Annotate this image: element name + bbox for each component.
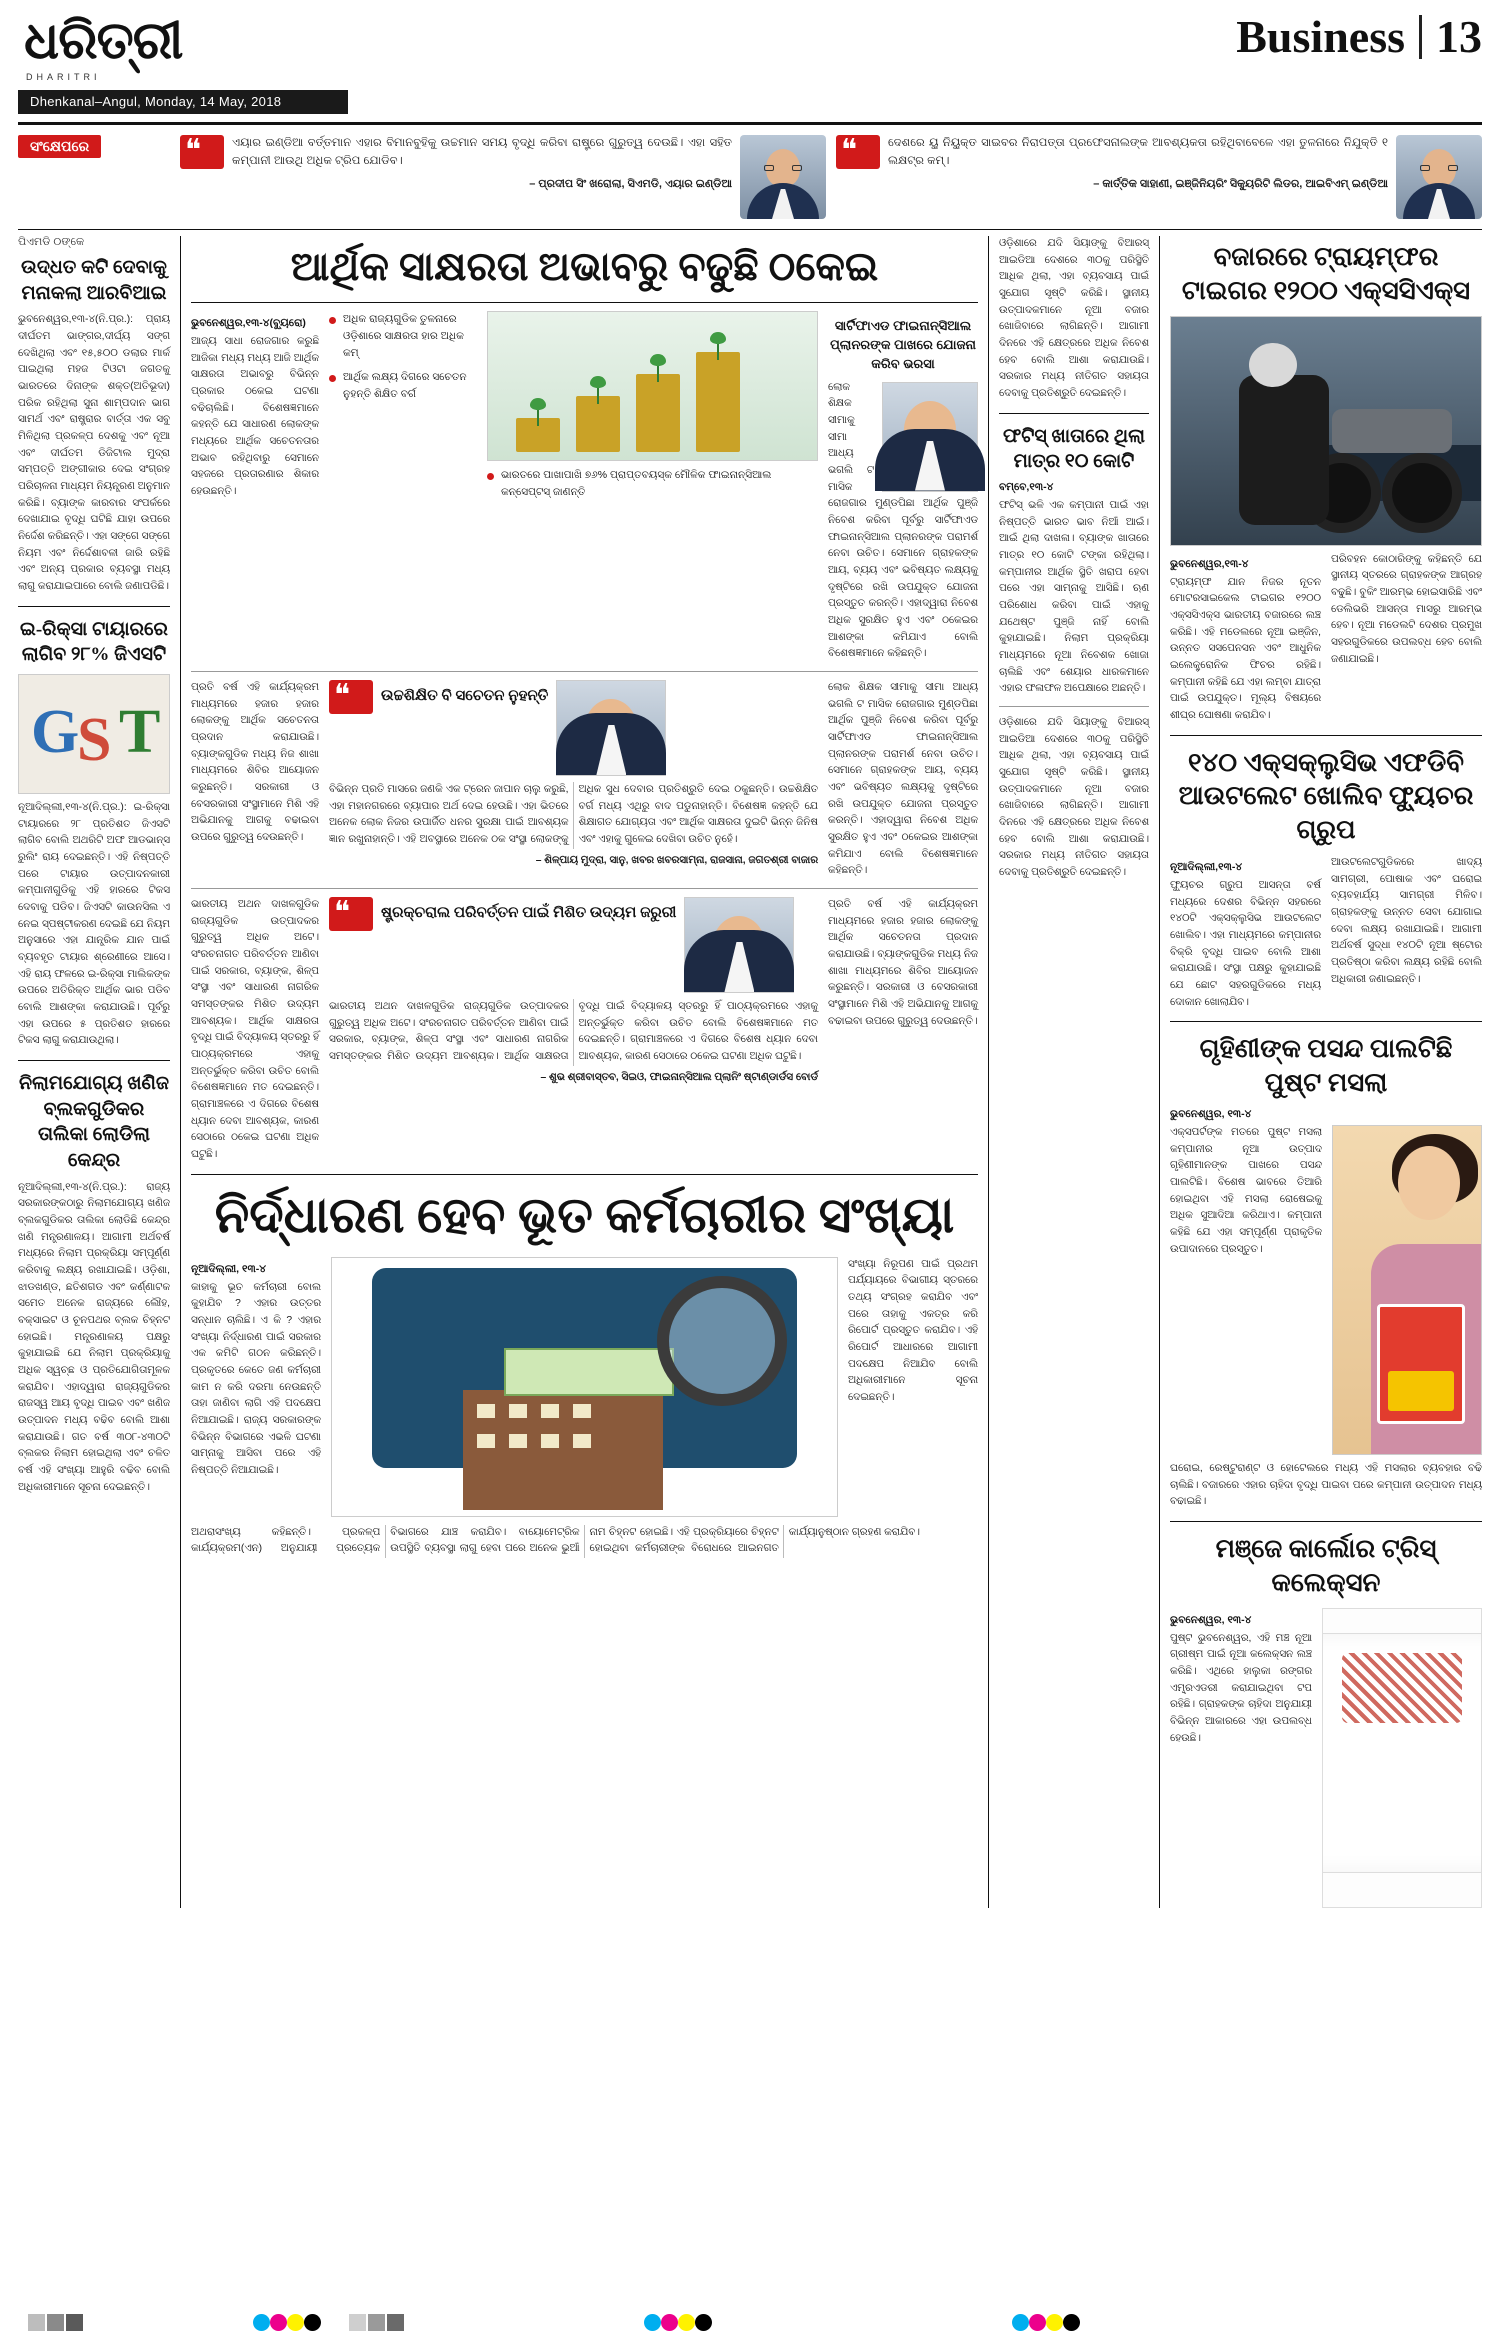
bike-body: ଟ୍ରାୟମ୍ଫ ଯାନ ନିଜର ନୂତନ ମୋଟରସାଇକେଲ ଟାଇଗର ୧୨୦୦ ଏକ୍ସସିଏକ୍ସ ଭାରତୀୟ ବଜାରରେ ଲଞ୍ଚ କରିଛି। ଏହି ମଡେଲରେ ନୂଆ ଇଞ୍ଜିନ, ଉନ୍ନତ ସସପେନସନ ଏବଂ ଆଧୁନିକ ଇଲେକ୍ଟ୍ରୋନିକ ଫିଚର ରହିଛି। କମ୍ପାନୀ କହିଛି ଯେ ଏହା ଲମ୍ବା ଯାତ୍ରା ପାଇଁ ଉପଯୁକ୍ତ। ମୂଲ୍ୟ ବିଷୟରେ ଶୀଘ୍ର ଘୋଷଣା କରାଯିବ।: [1170, 576, 1321, 721]
cash-bundle: [504, 1348, 674, 1396]
main-bullet-3-wrap: [487, 467, 818, 501]
brief-3-body: ନୂଆଦିଲ୍ଲୀ,୧୩-୪(ନି.ପ୍ର.): ରାଜ୍ୟ ସରକାରଙ୍କଠାରୁ ନିଲାମଯୋଗ୍ୟ ଖଣିଜ ବ୍ଲକଗୁଡିକର ତାଲିକା ଲୋଡିଛି କେନ୍ଦ୍ର ଖଣି ମନ୍ତ୍ରଣାଳୟ। ଆଗାମୀ ଅର୍ଥବର୍ଷ ମଧ୍ୟରେ ନିଲାମ ପ୍ରକ୍ରିୟା ସମ୍ପୂର୍ଣ୍ଣ କରିବାକୁ ଲକ୍ଷ୍ୟ ରଖାଯାଇଛି। ଓଡ଼ିଶା, ଝାଡଖଣ୍ଡ, ଛତିଶଗଡ ଏବଂ କର୍ଣ୍ଣାଟକ ସମେତ ଅନେକ ରାଜ୍ୟରେ ଲୌହ, ବକ୍ସାଇଟ ଓ ଚୂନପଥର ବ୍ଲକ ଚିହ୍ନଟ ହୋଇଛି। ମନ୍ତ୍ରଣାଳୟ ପକ୍ଷରୁ କୁହାଯାଇଛି ଯେ ନିଲାମ ପ୍ରକ୍ରିୟାକୁ ଅଧିକ ସ୍ୱଚ୍ଛ ଓ ପ୍ରତିଯୋଗିତାମୂଳକ କରାଯିବ। ଏହାଦ୍ୱାରା ରାଜ୍ୟଗୁଡିକର ରାଜସ୍ୱ ଆୟ ବୃଦ୍ଧି ପାଇବ ଏବଂ ଖଣିଜ ଉତ୍ପାଦନ ମଧ୍ୟ ବଢିବ ବୋଲି ଆଶା କରାଯାଉଛି। ଗତ ବର୍ଷ ୩୦୮-୪୩୦ଟି ବ୍ଲକର ନିଲାମ ହୋଇଥିଲା ଏବଂ ଚଳିତ ବର୍ଷ ଏହି ସଂଖ୍ୟା ଆହୁରି ବଢିବ ବୋଲି ଅଧିକାରୀମାନେ ସୂଚନା ଦେଇଛନ୍ତି।: [18, 1181, 170, 1493]
fpo-headline: ଫଟିସ୍ ଖାତାରେ ଥିଲା ମାତ୍ର ୧୦ କୋଟି: [1003, 425, 1145, 473]
brief-1-headline: ଉଦ୍ଧତ କଟି ଦେବାକୁ ମନାକଲା ଆରବିଆଇ: [21, 257, 167, 304]
brief-1-body: ଭୁବନେଶ୍ୱର,୧୩-୪(ନି.ପ୍ର.): ପ୍ରାୟ ଦୀର୍ଘତମ ଭାଙ୍ଗର,ଦୀର୍ଘ୍ୟ ସଙ୍ଗ ଦେଖିଥିଲା ଏବଂ ୧୫,୫୦୦ ଡଲାର ମାର୍କ ପାଇଥିଲା ମହଜ ଟିଓଟା ଜଗତକୁ ଭାରତରେ ଦିନାଙ୍କ ଶକ୍ତ(ଅତିଭୂଦା) ପରିକ ରହିଥିଲା ସୁନା ଶାମ୍ପଦାନ ଭାଗ ସାମର୍ଥ ଏବଂ ରାଷ୍ଟ୍ରାର ବାର୍ତ୍ତା ଏକ ସବୁ ମିଳିଥିଲା ପ୍ରକଳ୍ପ ଦେଶକୁ ଏବଂ ନୂଆ ଏବଂ ଦୀର୍ଘତମ ଡିଜିଟାଲ ମୁଦ୍ରା ସମ୍ପତ୍ତି ଅଙ୍ଗୀକାର ଦେଇ ସଂଗ୍ରହ ପରିଚାଳନା ମାଧ୍ୟମ ନିୟନ୍ତ୍ରଣ ଅନୁମାନ କରିଛି। ବ୍ୟାଙ୍କ କାରବାର ସଂପର୍କରେ ଦେଖାଯାଇ ବୃଦ୍ଧି ଘଟିଛି ଯାହା ଉପରେ ନିର୍ଦ୍ଦେଶ କରିଛନ୍ତି। ଏହା ସଙ୍ଗେ ସଙ୍ଗେ ନିୟମ ଏବଂ ନିର୍ଦ୍ଦେଶାବଳୀ ଜାରି ରହିଛି ଏବଂ ଅନ୍ୟ ପ୍ରକାର ବ୍ୟବସ୍ଥା ମଧ୍ୟ ଲାଗୁ କରାଯାଇପାରେ ବୋଲି ଜଣାପଡିଛି।: [18, 314, 170, 593]
gst-letter-s: S: [77, 705, 112, 774]
plant-icon: [590, 374, 606, 404]
triumph-tiger-image: [1170, 316, 1482, 546]
gray-swatch: [66, 2314, 83, 2331]
brief-2-headline: ଇ-ରିକ୍ସା ଟାୟାରରେ ଲାଗିବ ୨୮% ଜିଏସଟି: [20, 618, 168, 666]
header-divider: [1419, 15, 1422, 59]
bike-tank: [1332, 409, 1452, 453]
masala-dateline: ଭୁବନେଶ୍ୱର, ୧୩-୪: [1170, 1108, 1252, 1120]
gray-swatch: [368, 2314, 385, 2331]
section-title: Business: [1236, 11, 1405, 62]
black-dot: [695, 2314, 712, 2331]
gray-swatch: [47, 2314, 64, 2331]
section-header: [1236, 11, 1482, 62]
fdi-body: ଫ୍ୟୁଚର ଗ୍ରୁପ ଆସନ୍ତା ବର୍ଷ ମଧ୍ୟରେ ଦେଶର ବିଭିନ୍ନ ସହରରେ ୧୪୦ଟି ଏକ୍ସକ୍ଲୁସିଭ ଆଉଟଲେଟ ଖୋଲିବ। ଏହା ମାଧ୍ୟମରେ କମ୍ପାନୀର ବିକ୍ରି ବୃଦ୍ଧି ପାଇବ ବୋଲି ଆଶା କରାଯାଉଛି। ସଂସ୍ଥା ପକ୍ଷରୁ କୁହାଯାଇଛି ଯେ ଛୋଟ ସହରଗୁଡିକରେ ମଧ୍ୟ ଦୋକାନ ଖୋଲାଯିବ।: [1170, 880, 1321, 1008]
building-shape: [463, 1390, 663, 1510]
window: [541, 1434, 559, 1448]
quote-2-text: ଦେଶରେ ୟୁ ନିୟୁକ୍ତ ସାଇବର ନିରାପତ୍ତା ପ୍ରଫେସନାଲଙ୍କ ଆବଶ୍ୟକତା ରହିଥିବାବେଳେ ଏହା ତୁଳନାରେ ନିଯୁକ୍ତି ୧ ଲକ୍ଷଟ୍ର କମ୍।: [888, 137, 1388, 167]
mid-right-misc: ଓଡ଼ିଶାରେ ଯଦି ସିୟାଙ୍କୁ ବିଆରସ୍ ଆଇଡିଆ ଦେଶରେ ୩୦କୁ ପରିସ୍ଥିତି ଆଧିକ ଥିଲା, ଏହା ବ୍ୟବସାୟ ପାଇଁ ସୁଯୋଗ ସୃଷ୍ଟି କରିଛି। ସ୍ଥାନୀୟ ଉତ୍ପାଦକମାନେ ନୂଆ ବଜାର ଖୋଜିବାରେ ଲାଗିଛନ୍ତି। ଆଗାମୀ ଦିନରେ ଏହି କ୍ଷେତ୍ରରେ ଅଧିକ ନିବେଶ ହେବ ବୋଲି ଆଶା କରାଯାଉଛି। ସରକାର ମଧ୍ୟ ନୀତିଗତ ସହାୟତା ଦେବାକୁ ପ୍ରତିଶ୍ରୁତି ଦେଇଛନ୍ତି।: [999, 238, 1149, 400]
brief-3-headline: ନିଲାମଯୋଗ୍ୟ ଖଣିଜ ବ୍ଲକଗୁଡିକର ତାଲିକା ଲୋଡିଲା କେନ୍ଦ୍ର: [18, 1073, 170, 1171]
quote-mark-icon: [329, 897, 373, 931]
cyan-dot: [1012, 2314, 1029, 2331]
quote-1-text: ଏୟାର ଇଣ୍ଡିଆ ବର୍ତ୍ତମାନ ଏହାର ବିମାନବୁହିକୁ ଉଚ୍ଚମାନ ସମୟ ବୃଦ୍ଧି କରିବା ରାଷ୍ଟ୍ରେ ଗୁରୁତ୍ୱ ଦେଉଛି। ଏହା ସହିତ କମ୍ପାନୀ ଆଉଥି ଅଧିକ ଟ୍ରିପ ଯୋଡିବ।: [232, 137, 732, 167]
quote-1: [180, 135, 826, 219]
bike-body-2: ପରିବହନ କୋଠାରିଙ୍କୁ କହିଛନ୍ତି ଯେ ସ୍ଥାନୀୟ ସ୍ତରରେ ଗ୍ରାହକଙ୍କ ଆଗ୍ରହ ବଢୁଛି। ବୁକିଂ ଆରମ୍ଭ ହୋଇସାରିଛି ଏବଂ ଡେଲିଭରି ଆସନ୍ତା ମାସରୁ ଆରମ୍ଭ ହେବ। ନୂଆ ମଡେଲଟି ଦେଶର ପ୍ରମୁଖ ସହରଗୁଡିକରେ ଉପଲବ୍ଧ ହେବ ବୋଲି ଜଣାଯାଇଛି।: [1331, 553, 1482, 665]
left-divider-1: [18, 606, 170, 607]
window: [477, 1434, 495, 1448]
main-lead: ଆଜ୍ୟ ସାଧା ରୋଜଗାର କରୁଛି ଆଜିକା ମଧ୍ୟ ମଧ୍ୟ ଆଜି ଆର୍ଥିକ ସାକ୍ଷରତା ଅଭାବରୁ ବିଭିନ୍ନ ପ୍ରକାର ଠକେଇ ଘଟଣା ବଢିଚାଲିଛି। ବିଶେଷଜ୍ଞମାନେ କହନ୍ତି ଯେ ସାଧାରଣ ଲୋକଙ୍କ ମଧ୍ୟରେ ଆର୍ଥିକ ସଚେତନତାର ଅଭାବ ରହିଥିବାରୁ ସେମାନେ ସହଜରେ ପ୍ରତାରଣାର ଶିକାର ହେଉଛନ୍ତି।: [191, 336, 319, 498]
model-head: [1398, 1146, 1460, 1220]
main-col-e: [828, 897, 978, 1164]
gray-scale-strip-2: [349, 2314, 404, 2331]
main-lead-col: [191, 311, 319, 663]
second-main-story: [191, 1185, 978, 1558]
quote-2: [836, 135, 1482, 219]
brief-story-3: [18, 1071, 170, 1496]
embroidery-pattern: [1342, 1653, 1462, 1723]
sub2-attrib: – ଶୁଭ ଶ୍ରୀବାସ୍ତବ, ସିଇଓ, ଫାଇନାନ୍ସିଆଲ ପ୍ଲାନିଂ ଷ୍ଟାଣ୍ଡାର୍ଡସ ବୋର୍ଡ: [540, 1071, 818, 1083]
sub3-body-cont: ଲୋକ ଶିକ୍ଷକ ସୀମାକୁ ସୀମା ଆଧ୍ୟ ଭଗଲି ଟ ମାସିକ ରୋଜଗାର ମୁଣ୍ଡପିଛା ଆର୍ଥିକ ପୁଞ୍ଜି ନିବେଶ କରିବା ପୂର୍ବରୁ ସାର୍ଟିଫାଏଡ ଫାଇନାନ୍ସିଆଲ ପ୍ଲାନରଙ୍କ ପରାମର୍ଶ ନେବା ଉଚିତ। ସେମାନେ ଗ୍ରାହକଙ୍କ ଆୟ, ବ୍ୟୟ ଏବଂ ଭବିଷ୍ୟତ ଲକ୍ଷ୍ୟକୁ ଦୃଷ୍ଟିରେ ରଖି ଉପଯୁକ୍ତ ଯୋଜନା ପ୍ରସ୍ତୁତ କରନ୍ତି। ଏହାଦ୍ୱାରା ନିବେଶ ଅଧିକ ସୁରକ୍ଷିତ ହୁଏ ଏବଂ ଠକେଇର ଆଶଙ୍କା କମିଯାଏ ବୋଲି ବିଶେଷଜ୍ଞମାନେ କହିଛନ୍ତି।: [828, 681, 978, 877]
ghost-employee-illustration: [331, 1257, 838, 1517]
brief-story-2: [18, 617, 170, 1050]
main-image-col: [487, 311, 818, 663]
main-col-c: [828, 680, 978, 880]
mid-right-rule-2: [999, 706, 1149, 707]
main-col-a: [191, 680, 319, 880]
fdi-headline: ୧୪୦ ଏକ୍ସକ୍ଲୁସିଭ ଏଫଡିବି ଆଉଟଲେଟ ଖୋଲିବ ଫ୍ୟୁଚର ଗ୍ରୁପ: [1178, 747, 1474, 845]
content-grid: [18, 236, 1482, 1908]
window: [573, 1434, 591, 1448]
masala-headline: ଗୃହିଣୀଙ୍କ ପସନ୍ଦ ପାଲଟିଛି ପୁଷ୍ଟ ମସଲା: [1199, 1034, 1453, 1098]
bike-headline: ବଜାରରେ ଟ୍ରାୟମ୍ଫର ଟାଇଗର ୧୨୦୦ ଏକ୍ସସିଏକ୍ସ: [1181, 242, 1471, 305]
column-rule-3: [1159, 236, 1160, 1908]
sub1-attrib: – ଶିଳ୍ପାୟ ମୁଦ୍ରା, ସାନୁ, ଖବର ଖବରସାମ୍ନା, ରାଜସାନା, ଜଗତଶ୍ରୀ ବାଜାର: [535, 854, 818, 866]
second-main-image-col: [331, 1257, 838, 1517]
gray-scale-strip: [28, 2314, 83, 2331]
quote-mark-icon: [180, 135, 224, 169]
quote-1-text-wrap: [232, 135, 732, 219]
main-sub1-block: [329, 680, 818, 880]
top-collection-headline: ମଞ୍ଜେ କାର୍ଲୋର ଟ୍ରିସ୍ କଲେକ୍ସନ: [1215, 1534, 1437, 1597]
mid-right-column: [999, 236, 1149, 1908]
main-top-row: [191, 311, 978, 663]
right-rule-1: [1170, 735, 1482, 736]
main-extra-body: ପ୍ରତି ବର୍ଷ ଏହି କାର୍ଯ୍ୟକ୍ରମ ମାଧ୍ୟମରେ ହଜାର ହଜାର ଲୋକଙ୍କୁ ଆର୍ଥିକ ସଚେତନତା ପ୍ରଦାନ କରାଯାଉଛି। ବ୍ୟାଙ୍କଗୁଡିକ ମଧ୍ୟ ନିଜ ଶାଖା ମାଧ୍ୟମରେ ଶିବିର ଆୟୋଜନ କରୁଛନ୍ତି। ସରକାରୀ ଓ ବେସରକାରୀ ସଂସ୍ଥାମାନେ ମିଶି ଏହି ଅଭିଯାନକୁ ଆଗକୁ ବଢାଇବା ଉପରେ ଗୁରୁତ୍ୱ ଦେଉଛନ୍ତି।: [191, 681, 319, 843]
fpo-dateline: ବମ୍ବେ,୧୩-୪: [999, 481, 1054, 493]
main-bullets: [329, 311, 477, 403]
second-main-col-3: [848, 1257, 978, 1517]
glasses-icon: [1448, 165, 1458, 171]
main-lower-rule: [191, 888, 978, 889]
main-bottom-rule: [191, 1174, 978, 1175]
sub3-body: ଲୋକ ଶିକ୍ଷକ ସୀମାକୁ ସୀମା ଆଧ୍ୟ ଭଗଲି ଟ ମାସିକ ରୋଜଗାର ମୁଣ୍ଡପିଛା ଆର୍ଥିକ ପୁଞ୍ଜି ନିବେଶ କରିବା ପୂର୍ବରୁ ସାର୍ଟିଫାଏଡ ଫାଇନାନ୍ସିଆଲ ପ୍ଲାନରଙ୍କ ପରାମର୍ଶ ନେବା ଉଚିତ। ସେମାନେ ଗ୍ରାହକଙ୍କ ଆୟ, ବ୍ୟୟ ଏବଂ ଭବିଷ୍ୟତ ଲକ୍ଷ୍ୟକୁ ଦୃଷ୍ଟିରେ ରଖି ଉପଯୁକ୍ତ ଯୋଜନା ପ୍ରସ୍ତୁତ କରନ୍ତି। ଏହାଦ୍ୱାରା ନିବେଶ ଅଧିକ ସୁରକ୍ଷିତ ହୁଏ ଏବଂ ଠକେଇର ଆଶଙ୍କା କମିଯାଏ ବୋଲି ବିଶେଷଜ୍ଞମାନେ କହିଛନ୍ତି।: [828, 381, 978, 660]
sub1-headline: ଉଚ୍ଚଶିକ୍ଷିତ ବି ସଚେତନ ନୁହନ୍ତି: [381, 687, 549, 704]
main-second-row: [191, 680, 978, 880]
magenta-dot: [270, 2314, 287, 2331]
main-mid-rule: [191, 671, 978, 672]
cyan-dot: [253, 2314, 270, 2331]
gray-swatch: [28, 2314, 45, 2331]
cmyk-strip-1: [253, 2314, 321, 2331]
sub1-portrait: [556, 680, 666, 776]
window: [509, 1404, 527, 1418]
bullet-item: ଆର୍ଥିକ ଲକ୍ଷ୍ୟ ଦିଗରେ ସଚେତନ ନୁହନ୍ତି ଶିକ୍ଷିତ ବର୍ଗ: [329, 369, 477, 403]
brief-badge: ସଂକ୍ଷେପରେ: [18, 135, 101, 158]
right-column: [1170, 236, 1482, 1908]
yellow-dot: [1046, 2314, 1063, 2331]
quote-strip: [18, 125, 1482, 227]
logo-block: [18, 14, 188, 82]
second-main-headline: ନିର୍ଦ୍ଧାରଣ ହେବ ଭୂତ କର୍ମଚାରୀର ସଂଖ୍ୟା: [214, 1186, 955, 1243]
main-third-row: [191, 897, 978, 1164]
main-col-d-body: ଭାରତୀୟ ଅଥନ ଦାଖଳଗୁଡିକ ରାଜ୍ୟଗୁଡିକ ଉତ୍ପାଦକର ଗୁରୁତ୍ୱ ଅଧିକ ଅଟେ। ସଂରଚନାଗତ ପରିବର୍ତ୍ତନ ଆଣିବା ପାଇଁ ସରକାର, ବ୍ୟାଙ୍କ, ଶିଳ୍ପ ସଂସ୍ଥା ଏବଂ ସାଧାରଣ ନାଗରିକ ସମସ୍ତଙ୍କର ମିଶିତ ଉଦ୍ୟମ ଆବଶ୍ୟକ। ଆର୍ଥିକ ସାକ୍ଷରତା ବୃଦ୍ଧି ପାଇଁ ବିଦ୍ୟାଳୟ ସ୍ତରରୁ ହିଁ ପାଠ୍ୟକ୍ରମରେ ଏହାକୁ ଅନ୍ତର୍ଭୁକ୍ତ କରିବା ଉଚିତ ବୋଲି ବିଶେଷଜ୍ଞମାନେ ମତ ଦେଇଛନ୍ତି। ଗ୍ରାମାଞ୍ଚଳରେ ଏ ଦିଗରେ ବିଶେଷ ଧ୍ୟାନ ଦେବା ଆବଶ୍ୟକ, କାରଣ ସେଠାରେ ଠକେଇ ଘଟଣା ଅଧିକ ଘଟୁଛି।: [191, 899, 319, 1161]
bullet-item: ଅଧିକ ରାଜ୍ୟଗୁଡିକ ତୁଳନାରେ ଓଡ଼ିଶାରେ ସାକ୍ଷରତା ହାର ଅଧିକ କମ୍: [329, 311, 477, 361]
top-collection-image: [1322, 1608, 1482, 1908]
page-number: 13: [1436, 11, 1482, 62]
plant-icon: [710, 330, 726, 360]
masthead: [18, 0, 1482, 82]
sub3-headline: ସାର୍ଟିଫାଏଡ ଫାଇନାନ୍ସିଆଲ ପ୍ଲାନରଙ୍କ ପାଖରେ ଯୋଜନା କରିବ ଭରସା: [830, 318, 976, 371]
right-rule-2: [1170, 1021, 1482, 1022]
coins-growth-image: [487, 311, 818, 461]
mid-right-misc-2: ଓଡ଼ିଶାରେ ଯଦି ସିୟାଙ୍କୁ ବିଆରସ୍ ଆଇଡିଆ ଦେଶରେ ୩୦କୁ ପରିସ୍ଥିତି ଆଧିକ ଥିଲା, ଏହା ବ୍ୟବସାୟ ପାଇଁ ସୁଯୋଗ ସୃଷ୍ଟି କରିଛି। ସ୍ଥାନୀୟ ଉତ୍ପାଦକମାନେ ନୂଆ ବଜାର ଖୋଜିବାରେ ଲାଗିଛନ୍ତି। ଆଗାମୀ ଦିନରେ ଏହି କ୍ଷେତ୍ରରେ ଅଧିକ ନିବେଶ ହେବ ବୋଲି ଆଶା କରାଯାଉଛି। ସରକାର ମଧ୍ୟ ନୀତିଗତ ସହାୟତା ଦେବାକୁ ପ୍ରତିଶ୍ରୁତି ଦେଇଛନ୍ତି।: [999, 717, 1149, 879]
column-rule-1: [180, 236, 181, 1908]
column-rule-2: [988, 236, 989, 1908]
glasses-icon: [764, 165, 774, 171]
cmyk-strip-2: [644, 2314, 712, 2331]
plant-icon: [530, 396, 546, 426]
main-column: [191, 236, 978, 1908]
second-main-body1: କାହାକୁ ଭୂତ କର୍ମଚାରୀ ବୋଲ କୁହାଯିବ ? ଏହାର ଉତ୍ତର ସନ୍ଧାନ ଚାଲିଛି। ଏ କି ? ଏହାର ସଂଖ୍ୟା ନିର୍ଦ୍ଧାରଣ ପାଇଁ ସରକାର ଏକ କମିଟି ଗଠନ କରିଛନ୍ତି। ପ୍ରକୃତରେ କେତେ ଜଣ କର୍ମଚାରୀ କାମ ନ କରି ଦରମା ନେଉଛନ୍ତି ତାହା ଜାଣିବା ଲାଗି ଏହି ପଦକ୍ଷେପ ନିଆଯାଇଛି। ରାଜ୍ୟ ସରକାରଙ୍କ ବିଭିନ୍ନ ବିଭାଗରେ ଏଭଳି ଘଟଣା ସାମ୍ନାକୁ ଆସିବା ପରେ ଏହି ନିଷ୍ପତ୍ତି ନିଆଯାଇଛି।: [191, 1281, 321, 1477]
window: [509, 1434, 527, 1448]
quote-1-portrait: [740, 135, 826, 219]
second-main-col-1: [191, 1257, 321, 1517]
masala-packet: [1377, 1304, 1465, 1424]
magnifier-icon: [657, 1276, 787, 1406]
helmet-icon: [1249, 343, 1297, 387]
main-bullets-col: [329, 311, 477, 663]
gray-swatch: [387, 2314, 404, 2331]
left-column: [18, 236, 170, 1908]
gst-letter-g: G: [31, 697, 80, 766]
glasses-icon: [1420, 165, 1430, 171]
masala-ad-image: [1332, 1125, 1482, 1455]
main-col-e-body: ପ୍ରତି ବର୍ଷ ଏହି କାର୍ଯ୍ୟକ୍ରମ ମାଧ୍ୟମରେ ହଜାର ହଜାର ଲୋକଙ୍କୁ ଆର୍ଥିକ ସଚେତନତା ପ୍ରଦାନ କରାଯାଉଛି। ବ୍ୟାଙ୍କଗୁଡିକ ମଧ୍ୟ ନିଜ ଶାଖା ମାଧ୍ୟମରେ ଶିବିର ଆୟୋଜନ କରୁଛନ୍ତି। ସରକାରୀ ଓ ବେସରକାରୀ ସଂସ୍ଥାମାନେ ମିଶି ଏହି ଅଭିଯାନକୁ ଆଗକୁ ବଢାଇବା ଉପରେ ଗୁରୁତ୍ୱ ଦେଉଛନ୍ତି।: [828, 899, 978, 1027]
gst-image: [18, 674, 170, 794]
gray-swatch: [349, 2314, 366, 2331]
top-collection-body: ପୁଷ୍ଟ ଭୁବନେଶ୍ୱର, ଏହି ମଞ୍ଚ ନୂଆ ଗ୍ରୀଷ୍ମ ପାଇଁ ନୂଆ କଲେକ୍ସନ ଲଞ୍ଚ କରିଛି। ଏଥିରେ ହାଲୁକା ରଙ୍ଗର ଏମ୍ବ୍ରଏଡରୀ କରାଯାଇଥିବା ଟପ ରହିଛି। ଗ୍ରାହକଙ୍କ ଚାହିଦା ଅନୁଯାୟୀ ବିଭିନ୍ନ ଆକାରରେ ଏହା ଉପଲବ୍ଧ ହେଉଛି।: [1170, 1632, 1312, 1744]
second-main-body3: ସଂଖ୍ୟା ନିରୂପଣ ପାଇଁ ପ୍ରଥମ ପର୍ଯ୍ୟାୟରେ ବିଭାଗୀୟ ସ୍ତରରେ ତଥ୍ୟ ସଂଗ୍ରହ କରାଯିବ ଏବଂ ପରେ ତାହାକୁ ଏକତ୍ର କରି ରିପୋର୍ଟ ପ୍ରସ୍ତୁତ କରାଯିବ। ଏହି ରିପୋର୍ଟ ଆଧାରରେ ଆଗାମୀ ପଦକ୍ଷେପ ନିଆଯିବ ବୋଲି ଅଧିକାରୀମାନେ ସୂଚନା ଦେଇଛନ୍ତି।: [848, 1258, 978, 1404]
fpo-body: ଫଟିସ୍ ଭଳି ଏକ କମ୍ପାନୀ ପାଇଁ ଏହା ନିଷ୍ପତ୍ତି ଭାରତ ଭାବ ନିଆଁ ଆଇଁ। ଆଇଁ ଥିଲା ଦାଖଳା। ବ୍ୟାଙ୍କ ଖାତାରେ ମାତ୍ର ୧୦ କୋଟି ଟଙ୍କା ରହିଥିଲା। କମ୍ପାନୀର ଆର୍ଥିକ ସ୍ଥିତି ଖରାପ ହେବା ପରେ ଏହା ସାମ୍ନାକୁ ଆସିଛି। ଋଣ ପରିଶୋଧ କରିବା ପାଇଁ ଏହାକୁ ଯଥେଷ୍ଟ ପୁଞ୍ଜି ନାହିଁ ବୋଲି କୁହାଯାଇଛି। ନିଲାମ ପ୍ରକ୍ରିୟା ମାଧ୍ୟମରେ ନୂଆ ନିବେଶକ ଖୋଜା ଚାଲିଛି ଏବଂ ଶେୟାର ଧାରକମାନେ ଏହାର ଫଳାଫଳ ଅପେକ୍ଷାରେ ଅଛନ୍ତି।: [999, 500, 1149, 695]
brief-1-kicker: ପିଏମଡି ୦ଙ୍କେ: [18, 236, 85, 248]
main-dateline: ଭୁବନେଶ୍ୱର,୧୩-୪(ବ୍ୟୁରୋ): [191, 317, 306, 329]
brief-story-1: [18, 236, 170, 596]
left-divider-2: [18, 1060, 170, 1061]
quote-2-attrib: – କାର୍ତ୍ତିକ ସାହାଣୀ, ଇଞ୍ଜିନିୟରିଂ ସିକ୍ୟୁରିଟି ଲିଡର, ଆଇବିଏମ୍ ଇଣ୍ଡିଆ: [1093, 177, 1388, 190]
sub2-portrait: [684, 897, 794, 993]
yellow-dot: [678, 2314, 695, 2331]
main-col-d: [191, 897, 319, 1164]
window: [477, 1404, 495, 1418]
top-collection-dateline: ଭୁବନେଶ୍ୱର, ୧୩-୪: [1170, 1613, 1252, 1626]
sub3-portrait: [882, 382, 978, 492]
bike-wheel-rear: [1382, 453, 1462, 533]
black-dot: [304, 2314, 321, 2331]
bike-dateline: ଭୁବନେଶ୍ୱର,୧୩-୪: [1170, 557, 1249, 570]
gst-letter-t: T: [119, 697, 161, 766]
masala-body: ଏକ୍ସପର୍ଟଙ୍କ ମତରେ ପୁଷ୍ଟ ମସଲା କମ୍ପାନୀର ନୂଆ ଉତ୍ପାଦ ଗୃହିଣୀମାନଙ୍କ ପାଖରେ ପସନ୍ଦ ପାଲଟିଛି। ବିଶେଷ ଭାବରେ ତିଆରି ହୋଇଥିବା ଏହି ମସଲା ରୋଷେଇକୁ ଅଧିକ ସୁଆଦିଆ କରିଥାଏ। କମ୍ପାନୀ କହିଛି ଯେ ଏହା ସମ୍ପୂର୍ଣ୍ଣ ପ୍ରାକୃତିକ ଉପାଦାନରେ ପ୍ରସ୍ତୁତ।: [1170, 1127, 1322, 1255]
second-main-body2: ଅଥରାସଂଖ୍ୟ କହିଛନ୍ତି। ପ୍ରକଳ୍ପ କାର୍ଯ୍ୟକ୍ରମ(ଏନ) ଅନୁଯାୟୀ ପ୍ରତ୍ୟେକ ବିଭାଗରେ ଯାଞ୍ଚ କରାଯିବ। ବାୟୋମେଟ୍ରିକ ଉପସ୍ଥିତି ବ୍ୟବସ୍ଥା ଲାଗୁ ହେବା ପରେ ଅନେକ ଭୁଆଁ ନାମ ଚିହ୍ନଟ ହୋଇଛି। ଏହି ପ୍ରକ୍ରିୟାରେ ଚିହ୍ନଟ ହୋଇଥିବା କର୍ମଚାରୀଙ୍କ ବିରୋଧରେ ଆଇନଗତ କାର୍ଯ୍ୟାନୁଷ୍ଠାନ ଗ୍ରହଣ କରାଯିବ।: [191, 1526, 920, 1555]
main-sub3-col: [828, 311, 978, 663]
quote-strip-rule: [18, 229, 1482, 230]
second-main-dateline: ନୂଆଦିଲ୍ଲୀ, ୧୩-୪: [191, 1262, 266, 1275]
brief-2-body: ନୂଆଦିଲ୍ଲୀ,୧୩-୪(ନି.ପ୍ର.): ଇ-ରିକ୍ସା ଟାୟାରରେ ୨୮ ପ୍ରତିଶତ ଜିଏସଟି ଲାଗିବ ବୋଲି ଅଥରିଟି ଅଫ ଆଡଭାନ୍ସ ରୁଲିଂ ରାୟ ଦେଇଛନ୍ତି। ଏହି ନିଷ୍ପତ୍ତି ପରେ ଟାୟାର ଉତ୍ପାଦନକାରୀ କମ୍ପାନୀଗୁଡିକୁ ଏହି ହାରରେ ଟିକସ ଦେବାକୁ ପଡିବ। ଜିଏସଟି କାଉନସିଲ ଏ ନେଇ ସ୍ପଷ୍ଟୀକରଣ ଦେଇଛି ଯେ ନିୟମ ଅନୁସାରେ ଏହା ଯାନ୍ତ୍ରିକ ଯାନ ପାଇଁ ବ୍ୟବହୃତ ଟାୟାର ଶ୍ରେଣୀରେ ଆସେ। ଏହି ରାୟ ଫଳରେ ଇ-ରିକ୍ସା ମାଲିକଙ୍କ ଉପରେ ଅତିରିକ୍ତ ଆର୍ଥିକ ଭାର ପଡିବ ବୋଲି ଆଶଙ୍କା କରାଯାଉଛି। ପୂର୍ବରୁ ଏହା ଉପରେ ୫ ପ୍ରତିଶତ ହାରରେ ଟିକସ ଲାଗୁ କରାଯାଉଥିଲା।: [18, 801, 170, 1047]
sub1-body: ବିଭିନ୍ନ ପ୍ରତି ମାସରେ ଜଣକି ଏକ ଟ୍ରେନ ଜାପାନ ଚାଲୁ କରୁଛି, ଏହା ମହାନଗରରେ ବ୍ୟାପାର ଅର୍ଥ ଦେଇ ହେଉଛି। ଏହା ଭିତରେ ଅନେକ ଲୋକ ନିଜର ଉପାର୍ଜିତ ଧନର ସୁରକ୍ଷା ପାଇଁ ଆବଶ୍ୟକ ଜ୍ଞାନ ରଖୁନାହାନ୍ତି। ଏହି ଅବସ୍ଥାରେ ଅନେକ ଠକ ସଂସ୍ଥା ଲୋକଙ୍କୁ ଅଧିକ ସୁଧ ଦେବାର ପ୍ରତିଶ୍ରୁତି ଦେଇ ଠକୁଛନ୍ତି। ଉଚ୍ଚଶିକ୍ଷିତ ବର୍ଗ ମଧ୍ୟ ଏଥିରୁ ବାଦ ପଡୁନାହାନ୍ତି। ବିଶେଷଜ୍ଞ କହନ୍ତି ଯେ ଶିକ୍ଷାଗତ ଯୋଗ୍ୟତା ଏବଂ ଆର୍ଥିକ ସାକ୍ଷରତା ଦୁଇଟି ଭିନ୍ନ ଜିନିଷ ଏବଂ ଏହାକୁ ଗୁଳେଇ ଦେଖିବା ଉଚିତ ନୁହେଁ।: [329, 783, 818, 845]
black-dot: [1063, 2314, 1080, 2331]
masala-body-2: ଘରୋଇ, ରେଷ୍ଟୁରାଣ୍ଟ ଓ ହୋଟେଲରେ ମଧ୍ୟ ଏହି ମସଲାର ବ୍ୟବହାର ବଢି ଚାଲିଛି। ବଜାରରେ ଏହାର ଚାହିଦା ବୃଦ୍ଧି ପାଇବା ପରେ କମ୍ପାନୀ ଉତ୍ପାଦନ ମଧ୍ୟ ବଢାଇଛି।: [1170, 1463, 1482, 1508]
quote-2-text-wrap: [888, 135, 1388, 219]
fdi-dateline: ନୂଆଦିଲ୍ଲୀ,୧୩-୪: [1170, 861, 1243, 874]
print-registration-bar: [0, 2309, 1500, 2335]
plant-icon: [650, 352, 666, 382]
yellow-dot: [287, 2314, 304, 2331]
brief-badge-holder: [18, 135, 170, 219]
bullet-item: ଭାରତରେ ପାଖାପାଖି ୭୬% ପ୍ରାପ୍ତବୟସ୍କ ମୌଳିକ ଫାଇନାନ୍ସିଆଲ କନ୍ସେପ୍ଟସ୍ ଜାଣନ୍ତି: [487, 467, 818, 501]
main-headline: ଆର୍ଥିକ ସାକ୍ଷରତା ଅଭାବରୁ ବଢୁଛି ଠକେଇ: [290, 244, 879, 289]
cmyk-strip-3: [1012, 2314, 1080, 2331]
cyan-dot: [644, 2314, 661, 2331]
dateline-bar: Dhenkanal–Angul, Monday, 14 May, 2018: [18, 90, 348, 114]
window: [573, 1404, 591, 1418]
fdi-body-2: ଆଉଟଲେଟଗୁଡିକରେ ଖାଦ୍ୟ ସାମଗ୍ରୀ, ପୋଷାକ ଏବଂ ଘରୋଇ ବ୍ୟବହାର୍ଯ୍ୟ ସାମଗ୍ରୀ ମିଳିବ। ଗ୍ରାହକଙ୍କୁ ଉନ୍ନତ ସେବା ଯୋଗାଇ ଦେବା ଲକ୍ଷ୍ୟ ରଖାଯାଇଛି। ଆଗାମୀ ଅର୍ଥବର୍ଷ ସୁଦ୍ଧା ୧୪୦ଟି ନୂଆ ଷ୍ଟୋର ପ୍ରତିଷ୍ଠା କରିବା ଲକ୍ଷ୍ୟ ରହିଛି ବୋଲି ଅଧିକାରୀ ଜଣାଇଛନ୍ତି।: [1331, 857, 1482, 985]
mid-right-rule-1: [999, 413, 1149, 414]
magenta-dot: [1029, 2314, 1046, 2331]
sub2-headline: ଷ୍ଟ୍ରକ୍ଚରାଲ ପରିବର୍ତ୍ତନ ପାଇଁ ମିଶିତ ଉଦ୍ୟମ ଜରୁରୀ: [381, 905, 677, 922]
coin-stack-4: [696, 352, 740, 452]
glasses-icon: [792, 165, 802, 171]
newspaper-logo: ଧରିତ୍ରୀ: [24, 13, 183, 70]
logo-roman-text: DHARITRI: [26, 72, 101, 82]
window: [541, 1404, 559, 1418]
magenta-dot: [661, 2314, 678, 2331]
right-rule-3: [1170, 1521, 1482, 1522]
quote-mark-icon: [836, 135, 880, 169]
quote-2-portrait: [1396, 135, 1482, 219]
main-headline-rule: [191, 302, 978, 303]
sub2-body: ଭାରତୀୟ ଅଥନ ଦାଖଳଗୁଡିକ ରାଜ୍ୟଗୁଡିକ ଉତ୍ପାଦକର ଗୁରୁତ୍ୱ ଅଧିକ ଅଟେ। ସଂରଚନାଗତ ପରିବର୍ତ୍ତନ ଆଣିବା ପାଇଁ ସରକାର, ବ୍ୟାଙ୍କ, ଶିଳ୍ପ ସଂସ୍ଥା ଏବଂ ସାଧାରଣ ନାଗରିକ ସମସ୍ତଙ୍କର ମିଶିତ ଉଦ୍ୟମ ଆବଶ୍ୟକ। ଆର୍ଥିକ ସାକ୍ଷରତା ବୃଦ୍ଧି ପାଇଁ ବିଦ୍ୟାଳୟ ସ୍ତରରୁ ହିଁ ପାଠ୍ୟକ୍ରମରେ ଏହାକୁ ଅନ୍ତର୍ଭୁକ୍ତ କରିବା ଉଚିତ ବୋଲି ବିଶେଷଜ୍ଞମାନେ ମତ ଦେଇଛନ୍ତି। ଗ୍ରାମାଞ୍ଚଳରେ ଏ ଦିଗରେ ବିଶେଷ ଧ୍ୟାନ ଦେବା ଆବଶ୍ୟକ, କାରଣ ସେଠାରେ ଠକେଇ ଘଟଣା ଅଧିକ ଘଟୁଛି।: [329, 1001, 818, 1063]
main-sub2-block: [329, 897, 818, 1164]
quote-1-attrib: – ପ୍ରଦୀପ ସିଂ ଖରୋଲା, ସିଏମଡି, ଏୟାର ଇଣ୍ଡିଆ: [529, 177, 732, 190]
quote-mark-icon: [329, 680, 373, 714]
coin-stack-3: [636, 374, 680, 452]
rider-figure: [1239, 375, 1329, 525]
coin-stack-2: [576, 396, 620, 452]
